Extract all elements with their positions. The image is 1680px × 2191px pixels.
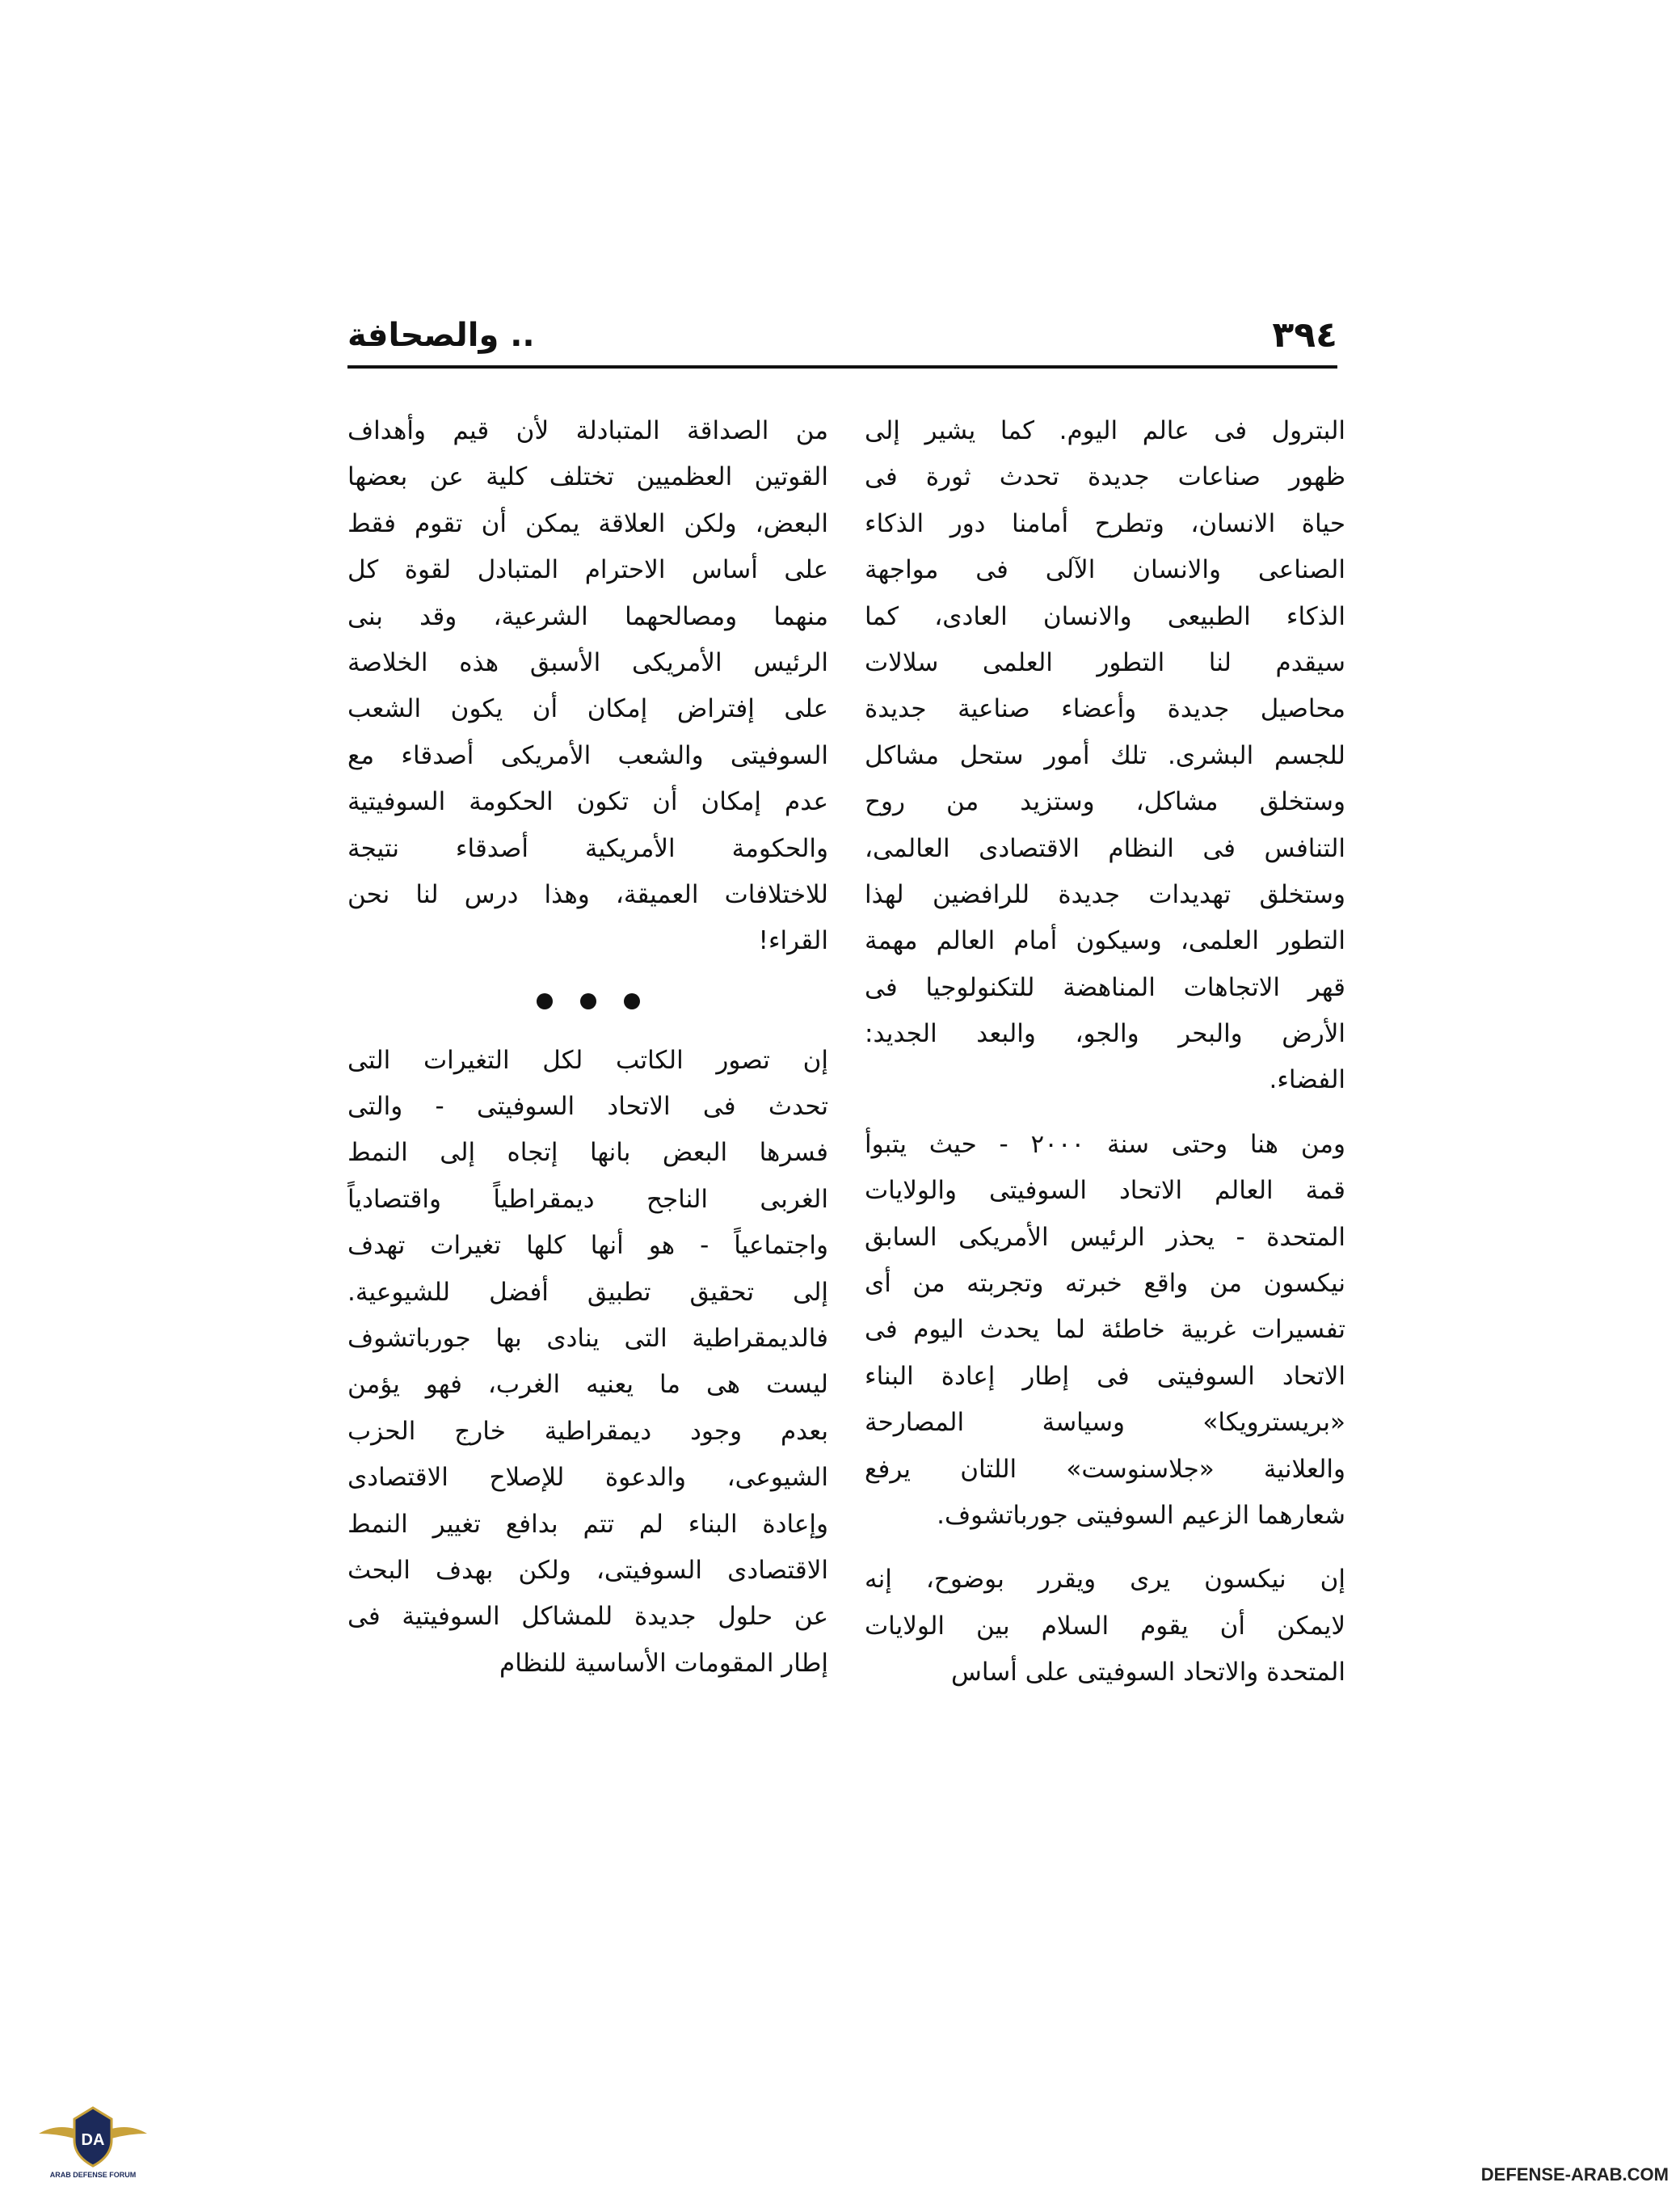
- text-line: فسرها البعض بانها إتجاه إلى النمط: [347, 1138, 828, 1168]
- paragraph-gap: [865, 1104, 1345, 1122]
- separator-dot: [537, 993, 553, 1009]
- text-line: الذكاء الطبيعى والانسان العادى، كما: [865, 601, 1345, 631]
- text-line: نيكسون من واقع خبرته وتجربته من أى: [865, 1269, 1345, 1299]
- arab-defense-forum-logo: [32, 2101, 154, 2182]
- text-line: فالديمقراطية التى ينادى بها جورباتشوف: [347, 1324, 828, 1354]
- text-line: القراء!: [758, 926, 828, 956]
- text-line: السوفيتى والشعب الأمريكى أصدقاء مع: [347, 740, 828, 770]
- text-line: وستخلق مشاكل، وستزيد من روح: [865, 787, 1345, 817]
- text-line: حياة الانسان، وتطرح أمامنا دور الذكاء: [865, 508, 1345, 538]
- text-line: شعارهما الزعيم السوفيتى جورباتشوف.: [937, 1500, 1345, 1530]
- watermark-site-url: DEFENSE-ARAB.COM: [1480, 2164, 1669, 2185]
- text-line: ليست هى ما يعنيه الغرب، فهو يؤمن: [347, 1370, 828, 1400]
- text-line: إن تصور الكاتب لكل التغيرات التى: [347, 1045, 828, 1075]
- text-line: على أساس الاحترام المتبادل لقوة كل: [347, 555, 828, 585]
- text-line: الأرض والبحر والجو، والبعد الجديد:: [865, 1019, 1345, 1049]
- text-line: الشيوعى، والدعوة للإصلاح الاقتصادى: [347, 1463, 828, 1493]
- text-line: محاصيل جديدة وأعضاء صناعية جديدة: [865, 694, 1345, 724]
- text-line: للاختلافات العميقة، وهذا درس لنا نحن: [347, 879, 828, 909]
- text-line: الاقتصادى السوفيتى، ولكن بهدف البحث: [347, 1555, 828, 1585]
- text-line: منهما ومصالحهما الشرعية، وقد بنى: [347, 601, 828, 631]
- paragraph: [865, 408, 1345, 1104]
- text-line: من الصداقة المتبادلة لأن قيم وأهداف: [347, 416, 828, 445]
- separator-dot: [580, 993, 596, 1009]
- text-line: قمة العالم الاتحاد السوفيتى والولايات: [865, 1176, 1345, 1206]
- paragraph: [865, 1122, 1345, 1540]
- text-line: والحكومة الأمريكية أصدقاء نتيجة: [347, 833, 828, 863]
- paragraph-gap: [865, 1539, 1345, 1557]
- page-number: ٣٩٤: [1272, 314, 1337, 356]
- text-line: تحدث فى الاتحاد السوفيتى - والتى: [347, 1092, 828, 1122]
- text-line: ظهور صناعات جديدة تحدث ثورة فى: [865, 462, 1345, 492]
- text-line: المتحدة - يحذر الرئيس الأمريكى السابق: [865, 1222, 1345, 1252]
- text-line: القوتين العظميين تختلف كلية عن بعضها: [347, 462, 828, 492]
- text-line: الفضاء.: [1269, 1065, 1345, 1095]
- text-line: وستخلق تهديدات جديدة للرافضين لهذا: [865, 879, 1345, 909]
- text-line: عن حلول جديدة للمشاكل السوفيتية فى: [347, 1602, 828, 1632]
- section-separator: [347, 965, 828, 1038]
- text-line: البترول فى عالم اليوم. كما يشير إلى: [865, 416, 1345, 445]
- text-line: واجتماعياً - هو أنها كلها تغيرات تهدف: [347, 1231, 828, 1261]
- text-line: التنافس فى النظام الاقتصادى العالمى،: [865, 833, 1345, 863]
- text-line: تفسيرات غربية خاطئة لما يحدث اليوم فى: [865, 1315, 1345, 1345]
- text-line: والعلانية «جلاسنوست» اللتان يرفع: [865, 1454, 1345, 1484]
- paragraph: [347, 1038, 828, 1687]
- separator-dot: [624, 993, 640, 1009]
- text-line: بعدم وجود ديمقراطية خارج الحزب: [347, 1416, 828, 1446]
- text-line: الغربى الناجح ديمقراطياً واقتصادياً: [347, 1184, 828, 1214]
- text-line: الاتحاد السوفيتى فى إطار إعادة البناء: [865, 1361, 1345, 1391]
- text-line: إطار المقومات الأساسية للنظام: [499, 1648, 828, 1678]
- text-line: إن نيكسون يرى ويقرر بوضوح، إنه: [865, 1565, 1345, 1595]
- text-line: التطور العلمى، وسيكون أمام العالم مهمة: [865, 926, 1345, 956]
- svg-text:DA: DA: [81, 2131, 105, 2149]
- paragraph: [865, 1557, 1345, 1696]
- text-line: وإعادة البناء لم تتم بدافع تغيير النمط: [347, 1509, 828, 1539]
- text-line: على إفتراض إمكان أن يكون الشعب: [347, 694, 828, 724]
- text-line: للجسم البشرى. تلك أمور ستحل مشاكل: [865, 740, 1345, 770]
- text-line: إلى تحقيق تطبيق أفضل للشيوعية.: [347, 1277, 828, 1307]
- text-line: ومن هنا وحتى سنة ٢٠٠٠ - حيث يتبوأ: [865, 1129, 1345, 1159]
- text-line: سيقدم لنا التطور العلمى سلالات: [865, 647, 1345, 677]
- header-rule: [347, 365, 1337, 369]
- text-line: عدم إمكان أن تكون الحكومة السوفيتية: [347, 787, 828, 817]
- right-text-column: [865, 408, 1345, 1696]
- text-line: لايمكن أن يقوم السلام بين الولايات: [865, 1611, 1345, 1641]
- text-line: المتحدة والاتحاد السوفيتى على أساس: [951, 1658, 1345, 1687]
- paragraph: [347, 408, 828, 965]
- left-text-column: [347, 408, 828, 1687]
- text-line: الصناعى والانسان الآلى فى مواجهة: [865, 555, 1345, 585]
- text-line: «بريسترويكا» وسياسة المصارحة: [865, 1408, 1345, 1438]
- running-title: .. والصحافة: [347, 317, 535, 354]
- text-line: قهر الاتجاهات المناهضة للتكنولوجيا فى: [865, 972, 1345, 1002]
- page-header: [347, 311, 1337, 360]
- text-line: الرئيس الأمريكى الأسبق هذه الخلاصة: [347, 647, 828, 677]
- svg-text:ARAB DEFENSE FORUM: ARAB DEFENSE FORUM: [49, 2171, 137, 2179]
- text-line: البعض، ولكن العلاقة يمكن أن تقوم فقط: [347, 508, 828, 538]
